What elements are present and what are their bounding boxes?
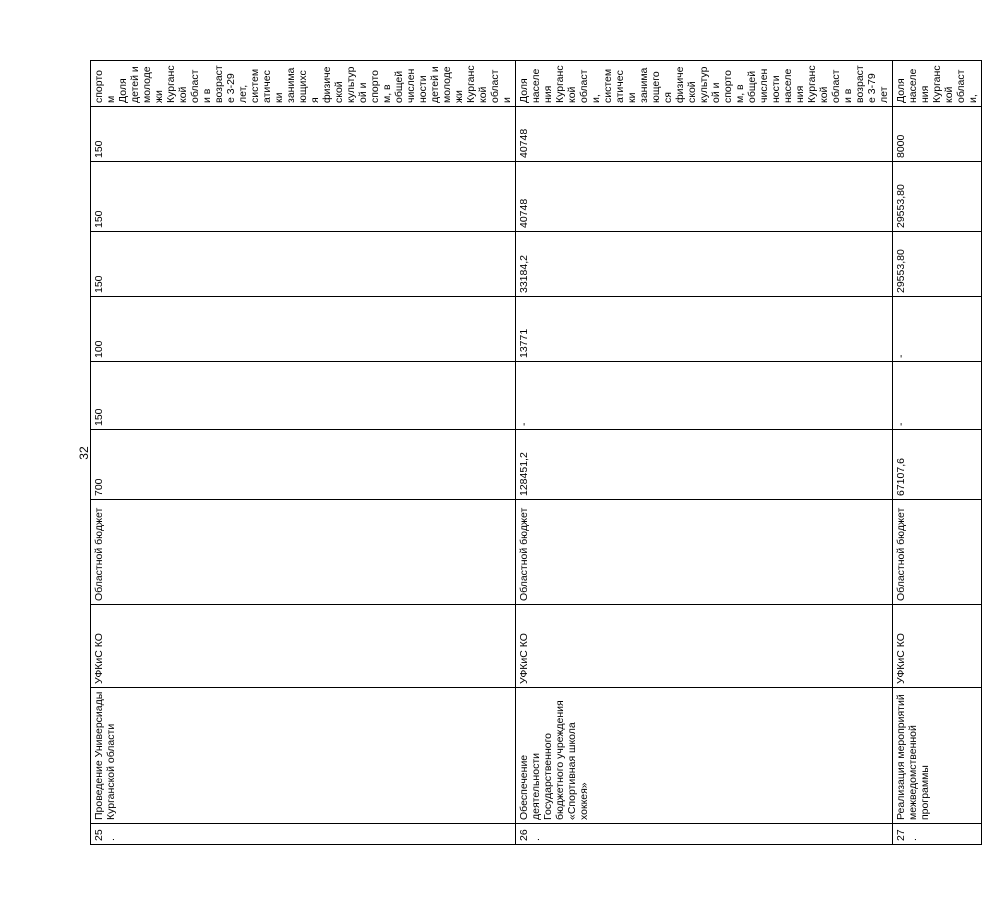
indicator-text: Доля населения Курганской области, систематичес ки занимающего ся физической культурой и спортом, в общей численности населения Курганской области в возрасте 3-79 лет [518, 65, 890, 103]
indicator [893, 61, 982, 107]
funding-source: Областной бюджет [516, 500, 893, 605]
executor: УФКиС КО [91, 605, 516, 688]
indicator-text: Доля населения Курганской области, [895, 65, 979, 103]
year-4-amount: 40748 [516, 162, 893, 232]
row-number: 25. [91, 824, 516, 845]
year-3-amount: 150 [91, 232, 516, 297]
executor: УФКиС КО [893, 605, 982, 688]
table-row [893, 61, 982, 845]
year-2-amount: - [893, 297, 982, 362]
year-5-amount: 8000 [893, 107, 982, 162]
rotated-table-wrapper [90, 61, 979, 845]
year-1-amount: - [516, 362, 893, 430]
year-4-amount: 29553,80 [893, 162, 982, 232]
year-3-amount: 29553,80 [893, 232, 982, 297]
year-2-amount: 100 [91, 297, 516, 362]
table-row [91, 61, 516, 845]
year-1-amount: 150 [91, 362, 516, 430]
total-amount: 67107,6 [893, 430, 982, 500]
event-name: Реализация мероприятий межведомственной программы [893, 688, 982, 824]
indicator-text: спортом Доля детей и молодежи Курганской области в возрасте 3-29 лет, систематичес ки занимающихс я физической культурой и спортом, в общей численности детей и молодежи Курганской области [93, 65, 513, 103]
funding-source: Областной бюджет [893, 500, 982, 605]
year-4-amount: 150 [91, 162, 516, 232]
event-name: Проведение Универсиады Курганской области [91, 688, 516, 824]
year-5-amount: 150 [91, 107, 516, 162]
event-name: Обеспечение деятельности Государственного бюджетного учреждения «Спортивная школа хоккея» [516, 688, 893, 824]
table-row [516, 61, 893, 845]
row-number: 26. [516, 824, 893, 845]
funding-source: Областной бюджет [91, 500, 516, 605]
indicator [91, 61, 516, 107]
row-number: 27. [893, 824, 982, 845]
year-5-amount: 40748 [516, 107, 893, 162]
executor: УФКиС КО [516, 605, 893, 688]
year-2-amount: 13771 [516, 297, 893, 362]
total-amount: 128451,2 [516, 430, 893, 500]
page-number: 32 [77, 446, 91, 460]
total-amount: 700 [91, 430, 516, 500]
program-table [90, 60, 982, 845]
year-1-amount: - [893, 362, 982, 430]
year-3-amount: 33184,2 [516, 232, 893, 297]
indicator [516, 61, 893, 107]
